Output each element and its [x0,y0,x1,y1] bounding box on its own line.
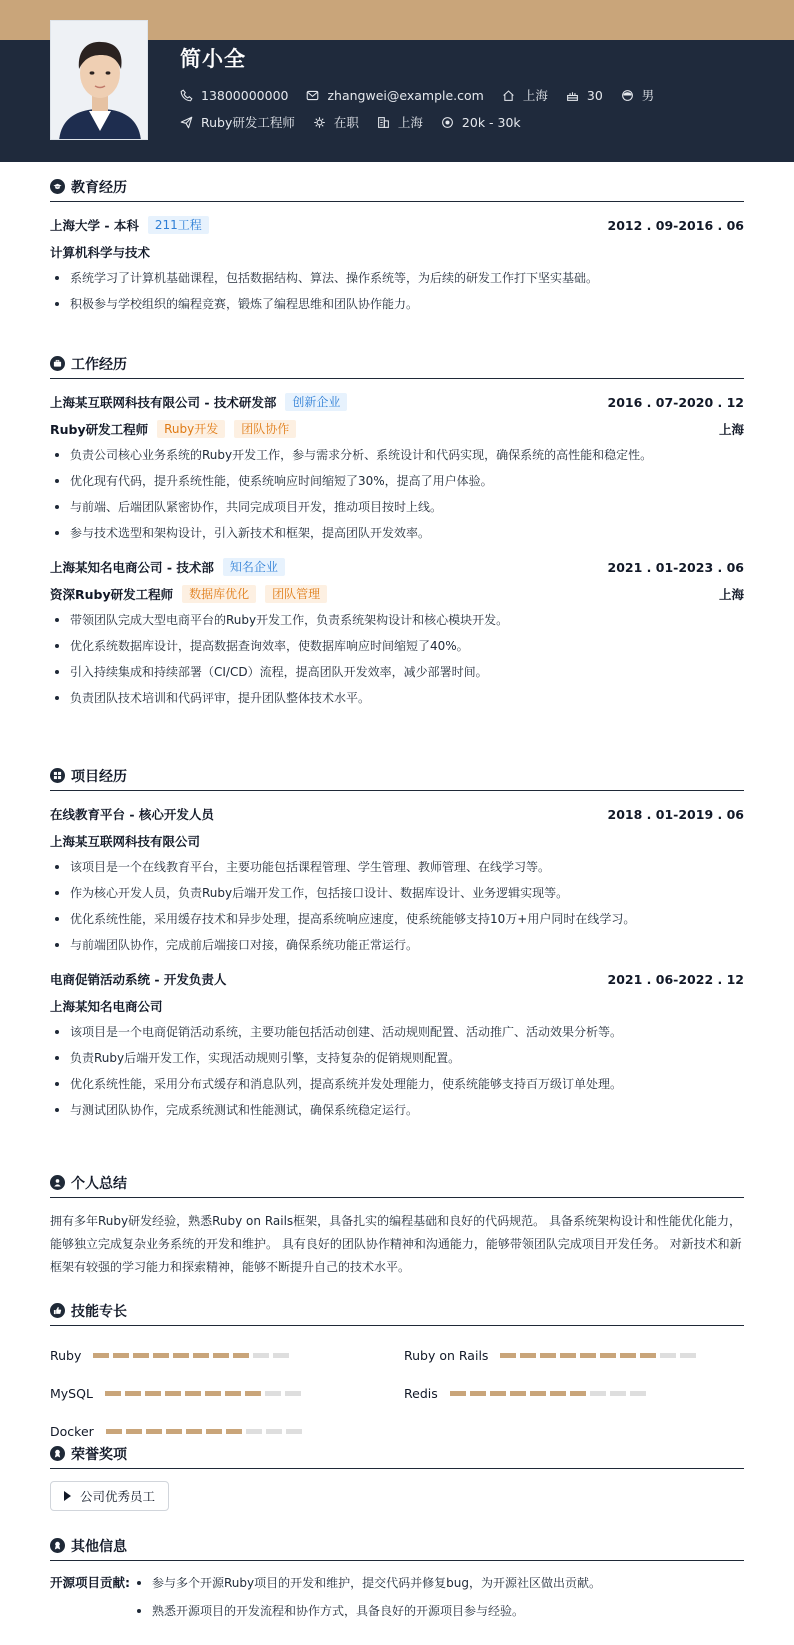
project-company-row [50,831,744,851]
skill-level-empty [610,1391,626,1396]
project-entry [50,804,744,958]
job-entry [50,392,744,546]
list-item: 带领团队完成大型电商平台的Ruby开发工作，负责系统架构设计和核心模块开发。 [50,607,744,633]
skill-level-filled [520,1353,536,1358]
role-row [50,419,744,439]
skill-level-filled [600,1353,616,1358]
skill-level-bar [106,1429,306,1434]
position-value: Ruby研发工程师 [201,115,295,130]
skill-level-filled [145,1391,161,1396]
education-section [50,176,744,317]
list-item: 积极参与学校组织的编程竞赛，锻炼了编程思维和团队协作能力。 [50,291,744,317]
skill-item [404,1336,744,1374]
list-item: 优化系统数据库设计，提高数据查询效率，使数据库响应时间缩短了40%。 [50,633,744,659]
role-name: Ruby研发工程师 [50,422,149,437]
list-item: 负责Ruby后端开发工作，实现活动规则引擎，支持复杂的促销规则配置。 [50,1045,744,1071]
skill-level-bar [93,1353,293,1358]
role-row [50,584,744,604]
project-section [50,765,744,1123]
education-entry-header [50,215,744,235]
awards-section [50,1443,744,1511]
job-entry [50,557,744,711]
job-bullets [50,442,744,546]
school-name: 上海大学 - 本科 [50,218,139,233]
gender-value: 男 [641,88,655,103]
project-company-row [50,996,744,1016]
list-item: 与前端团队协作，完成前后端接口对接，确保系统功能正常运行。 [50,932,744,958]
skill-level-empty [246,1429,262,1434]
other-section [50,1535,744,1625]
skill-level-filled [126,1429,142,1434]
skill-level-filled [550,1391,566,1396]
skill-level-empty [590,1391,606,1396]
skill-level-filled [106,1429,122,1434]
skill-level-filled [173,1353,189,1358]
section-header [50,176,744,202]
contact-info-row [180,86,672,104]
major-name: 计算机科学与技术 [50,245,151,260]
skill-level-filled [166,1429,182,1434]
skill-level-filled [193,1353,209,1358]
job-header [50,392,744,412]
list-item: 优化系统性能，采用分布式缓存和消息队列，提高系统并发处理能力，使系统能够支持百万级订单处理。 [50,1071,744,1097]
location-value: 上海 [522,88,548,103]
project-entry [50,969,744,1123]
job-intent-row [180,113,539,131]
list-item: 参与技术选型和架构设计，引入新技术和框架，提高团队开发效率。 [50,520,744,546]
salary-value: 20k - 30k [461,114,521,130]
project-name: 电商促销活动系统 - 开发负责人 [50,972,227,987]
candidate-name: 简小全 [180,47,246,71]
summary-line: 拥有多年Ruby研发经验，熟悉Ruby on Rails框架，具备扎实的编程基础和良好的代码规范。 具备系统架构设计和性能优化能力， [50,1214,741,1228]
skill-level-empty [286,1429,302,1434]
list-item: 该项目是一个在线教育平台，主要功能包括课程管理、学生管理、教师管理、在线学习等。 [50,854,744,880]
job-header [50,557,744,577]
age-item [566,88,603,103]
project-company: 上海某知名电商公司 [50,999,163,1014]
list-item: 该项目是一个电商促销活动系统，主要功能包括活动创建、活动规则配置、活动推广、活动效果分析等。 [50,1019,744,1045]
skill-level-empty [266,1429,282,1434]
section-header [50,765,744,791]
list-item: 负责公司核心业务系统的Ruby开发工作，参与需求分析、系统设计和代码实现，确保系统的高性能和稳定性。 [50,442,744,468]
skill-level-filled [113,1353,129,1358]
role-tag: 团队协作 [234,420,296,438]
skill-level-bar [105,1391,305,1396]
skill-level-filled [500,1353,516,1358]
job-date: 2016 . 07-2020 . 12 [607,394,744,410]
section-title: 技能专长 [71,1303,127,1320]
status-value: 在职 [333,115,359,130]
skill-level-filled [93,1353,109,1358]
summary-text [50,1210,744,1279]
project-header [50,969,744,989]
skills-grid [50,1336,744,1450]
skill-level-filled [105,1391,121,1396]
job-city: 上海 [718,587,744,602]
job-bullets [50,607,744,711]
skill-level-filled [560,1353,576,1358]
skill-level-filled [470,1391,486,1396]
company-name: 上海某知名电商公司 - 技术部 [50,560,214,575]
skill-level-filled [510,1391,526,1396]
skill-item [50,1336,404,1374]
role-name: 资深Ruby研发工程师 [50,587,174,602]
skill-level-filled [245,1391,261,1396]
work-section [50,353,744,711]
list-item: 负责团队技术培训和代码评审，提升团队整体技术水平。 [50,685,744,711]
company-tag: 创新企业 [285,393,347,411]
list-item: 与前端、后端团队紧密协作，共同完成项目开发，推动项目按时上线。 [50,494,744,520]
project-header [50,804,744,824]
skill-level-filled [206,1429,222,1434]
section-header [50,1535,744,1561]
skill-level-filled [213,1353,229,1358]
skill-level-empty [630,1391,646,1396]
skill-level-bar [450,1391,650,1396]
avatar [50,20,148,140]
phone-icon [180,89,193,102]
mail-icon [306,89,319,102]
send-icon [180,116,193,129]
status-item [313,113,359,131]
list-item: 作为核心开发人员，负责Ruby后端开发工作，包括接口设计、数据库设计、业务逻辑实现等。 [50,880,744,906]
skill-level-filled [125,1391,141,1396]
grid-icon [50,768,65,783]
school-tag: 211工程 [148,216,209,234]
city-item [377,113,423,131]
role-tag: 数据库优化 [182,585,256,603]
skill-level-filled [186,1429,202,1434]
skill-level-empty [680,1353,696,1358]
graduation-cap-icon [50,179,65,194]
other-label: 开源项目贡献: [50,1575,130,1590]
skill-level-empty [285,1391,301,1396]
skill-level-empty [253,1353,269,1358]
project-name: 在线教育平台 - 核心开发人员 [50,807,214,822]
role-tag: Ruby开发 [157,420,225,438]
job-city: 上海 [718,422,744,437]
summary-line: 能够独立完成复杂业务系统的开发和维护。 具有良好的团队协作精神和沟通能力，能够带领团队完成项目开发任务。 对新技术和新 [50,1237,742,1251]
section-header [50,1300,744,1326]
skill-level-filled [620,1353,636,1358]
skill-level-empty [660,1353,676,1358]
status-icon [313,116,326,129]
thumbs-up-icon [50,1303,65,1318]
project-bullets [50,854,744,958]
award-icon [50,1538,65,1553]
award-label: 公司优秀员工 [80,1489,156,1504]
award-item[interactable] [50,1481,169,1511]
list-item: 引入持续集成和持续部署（CI/CD）流程，提高团队开发效率，减少部署时间。 [50,659,744,685]
list-item: 参与多个开源Ruby项目的开发和维护，提交代码并修复bug，为开源社区做出贡献。 [132,1569,601,1597]
company-name: 上海某互联网科技有限公司 - 技术研发部 [50,395,277,410]
project-company: 上海某互联网科技有限公司 [50,834,201,849]
age-icon [566,89,579,102]
skill-item [50,1374,404,1412]
skill-level-filled [490,1391,506,1396]
other-entry [50,1569,744,1625]
section-title: 其他信息 [71,1538,127,1555]
education-date: 2012 . 09-2016 . 06 [607,217,744,233]
gender-icon [621,89,634,102]
gender-item [621,86,655,104]
education-bullets [50,265,744,317]
section-header [50,1172,744,1198]
section-title: 个人总结 [71,1175,127,1192]
award-icon [50,1446,65,1461]
list-item: 熟悉开源项目的开发流程和协作方式，具备良好的开源项目参与经验。 [132,1597,601,1625]
skill-level-filled [185,1391,201,1396]
skill-level-filled [233,1353,249,1358]
list-item: 优化系统性能，采用缓存技术和异步处理，提高系统响应速度，使系统能够支持10万+用户同时在线学习。 [50,906,744,932]
email-item [306,88,483,103]
skill-level-filled [530,1391,546,1396]
skill-level-filled [225,1391,241,1396]
list-item: 系统学习了计算机基础课程，包括数据结构、算法、操作系统等，为后续的研发工作打下坚实基础。 [50,265,744,291]
email-value: zhangwei@example.com [327,87,484,103]
building-icon [377,116,390,129]
skill-level-filled [226,1429,242,1434]
skill-level-empty [265,1391,281,1396]
play-icon [64,1491,71,1501]
age-value: 30 [586,87,603,103]
skill-level-filled [146,1429,162,1434]
section-title: 项目经历 [71,768,127,785]
skill-name: Docker [50,1423,94,1439]
project-bullets [50,1019,744,1123]
section-title: 教育经历 [71,179,127,196]
skill-level-filled [540,1353,556,1358]
skill-level-filled [570,1391,586,1396]
phone-item [180,88,288,103]
section-title: 荣誉奖项 [71,1446,127,1463]
skill-level-filled [205,1391,221,1396]
role-tag: 团队管理 [265,585,327,603]
skills-section [50,1300,744,1450]
skill-level-filled [153,1353,169,1358]
position-item [180,113,295,131]
skill-level-empty [273,1353,289,1358]
skill-name: Ruby on Rails [404,1347,489,1363]
major-row [50,242,744,262]
skill-level-filled [580,1353,596,1358]
briefcase-icon [50,356,65,371]
skill-item [404,1374,744,1412]
company-tag: 知名企业 [223,558,285,576]
section-header [50,353,744,379]
skill-level-bar [500,1353,700,1358]
salary-item [441,115,521,130]
list-item: 与测试团队协作，完成系统测试和性能测试，确保系统稳定运行。 [50,1097,744,1123]
skill-level-filled [165,1391,181,1396]
salary-icon [441,116,454,129]
summary-line: 框架有较强的学习能力和探索精神，能够不断提升自己的技术水平。 [50,1260,411,1274]
skill-name: Redis [404,1385,438,1401]
user-icon [50,1175,65,1190]
home-icon [502,89,515,102]
skill-name: Ruby [50,1347,82,1363]
other-bullets [132,1569,601,1625]
project-date: 2018 . 01-2019 . 06 [607,806,744,822]
skill-level-filled [640,1353,656,1358]
skill-level-filled [450,1391,466,1396]
list-item: 优化现有代码，提升系统性能，使系统响应时间缩短了30%，提高了用户体验。 [50,468,744,494]
job-date: 2021 . 01-2023 . 06 [607,559,744,575]
section-title: 工作经历 [71,356,127,373]
skill-name: MySQL [50,1385,93,1401]
project-date: 2021 . 06-2022 . 12 [607,971,744,987]
location-item [502,86,548,104]
summary-section [50,1172,744,1279]
phone-value: 13800000000 [201,87,289,103]
section-header [50,1443,744,1469]
skill-level-filled [133,1353,149,1358]
city-value: 上海 [397,115,423,130]
